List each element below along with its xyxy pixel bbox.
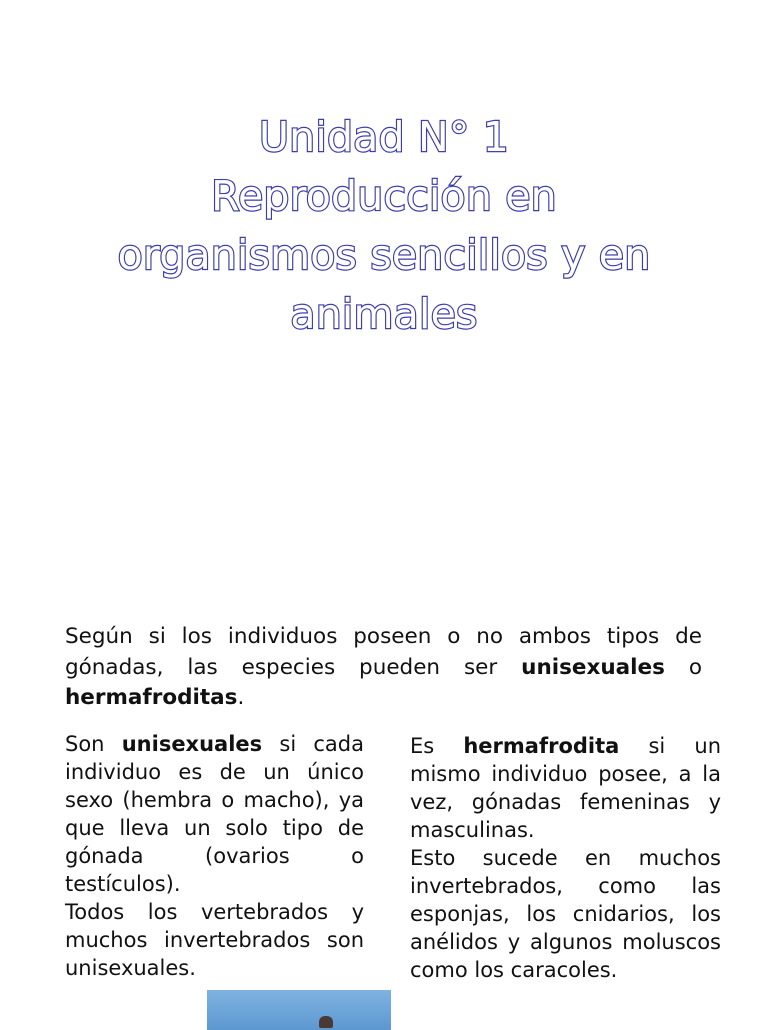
unisexual-column [65,730,364,982]
hermaphrodite-text-before: Es [410,734,464,758]
unisexual-term: unisexuales [121,732,263,756]
unit-title [0,108,768,344]
intro-text-before: Según si los individuos poseen o no ambos tipos de gónadas, las especies pueden ser [65,624,702,680]
hermaphrodite-examples: Esto sucede en muchos invertebrados, como las esponjas, los cnidarios, los anélidos y algunos moluscos como los caracoles. [410,846,721,982]
title-line-2: Reproducción en [211,172,557,220]
hermaphrodite-term: hermafrodita [463,734,620,758]
unisexual-examples: Todos los vertebrados y muchos invertebrados son unisexuales. [65,900,364,980]
title-line-1: Unidad N° 1 [258,113,510,161]
title-line-3: organismos sencillos y en [117,231,651,279]
unisexual-definition [65,730,364,898]
intro-text-after: . [237,685,245,710]
hermaphrodite-definition [410,732,721,844]
intro-paragraph [65,622,702,714]
hermaphrodite-column [410,732,721,984]
intro-term-hermafroditas: hermafroditas [65,685,238,710]
unisexual-text-after: si cada individuo es de un único sexo (hembra o macho), ya que lleva un solo tipo de gónada (ovarios o testículos). [65,732,364,896]
title-line-4: animales [290,290,478,338]
hermaphrodite-text-after: si un mismo individuo posee, a la vez, gónadas femeninas y masculinas. [410,734,722,842]
photo-subject [319,1016,333,1028]
unisexual-text-before: Son [65,732,122,756]
intro-term-unisexuales: unisexuales [521,654,665,680]
intro-text-middle: o [664,654,702,680]
animal-photo [207,990,391,1030]
